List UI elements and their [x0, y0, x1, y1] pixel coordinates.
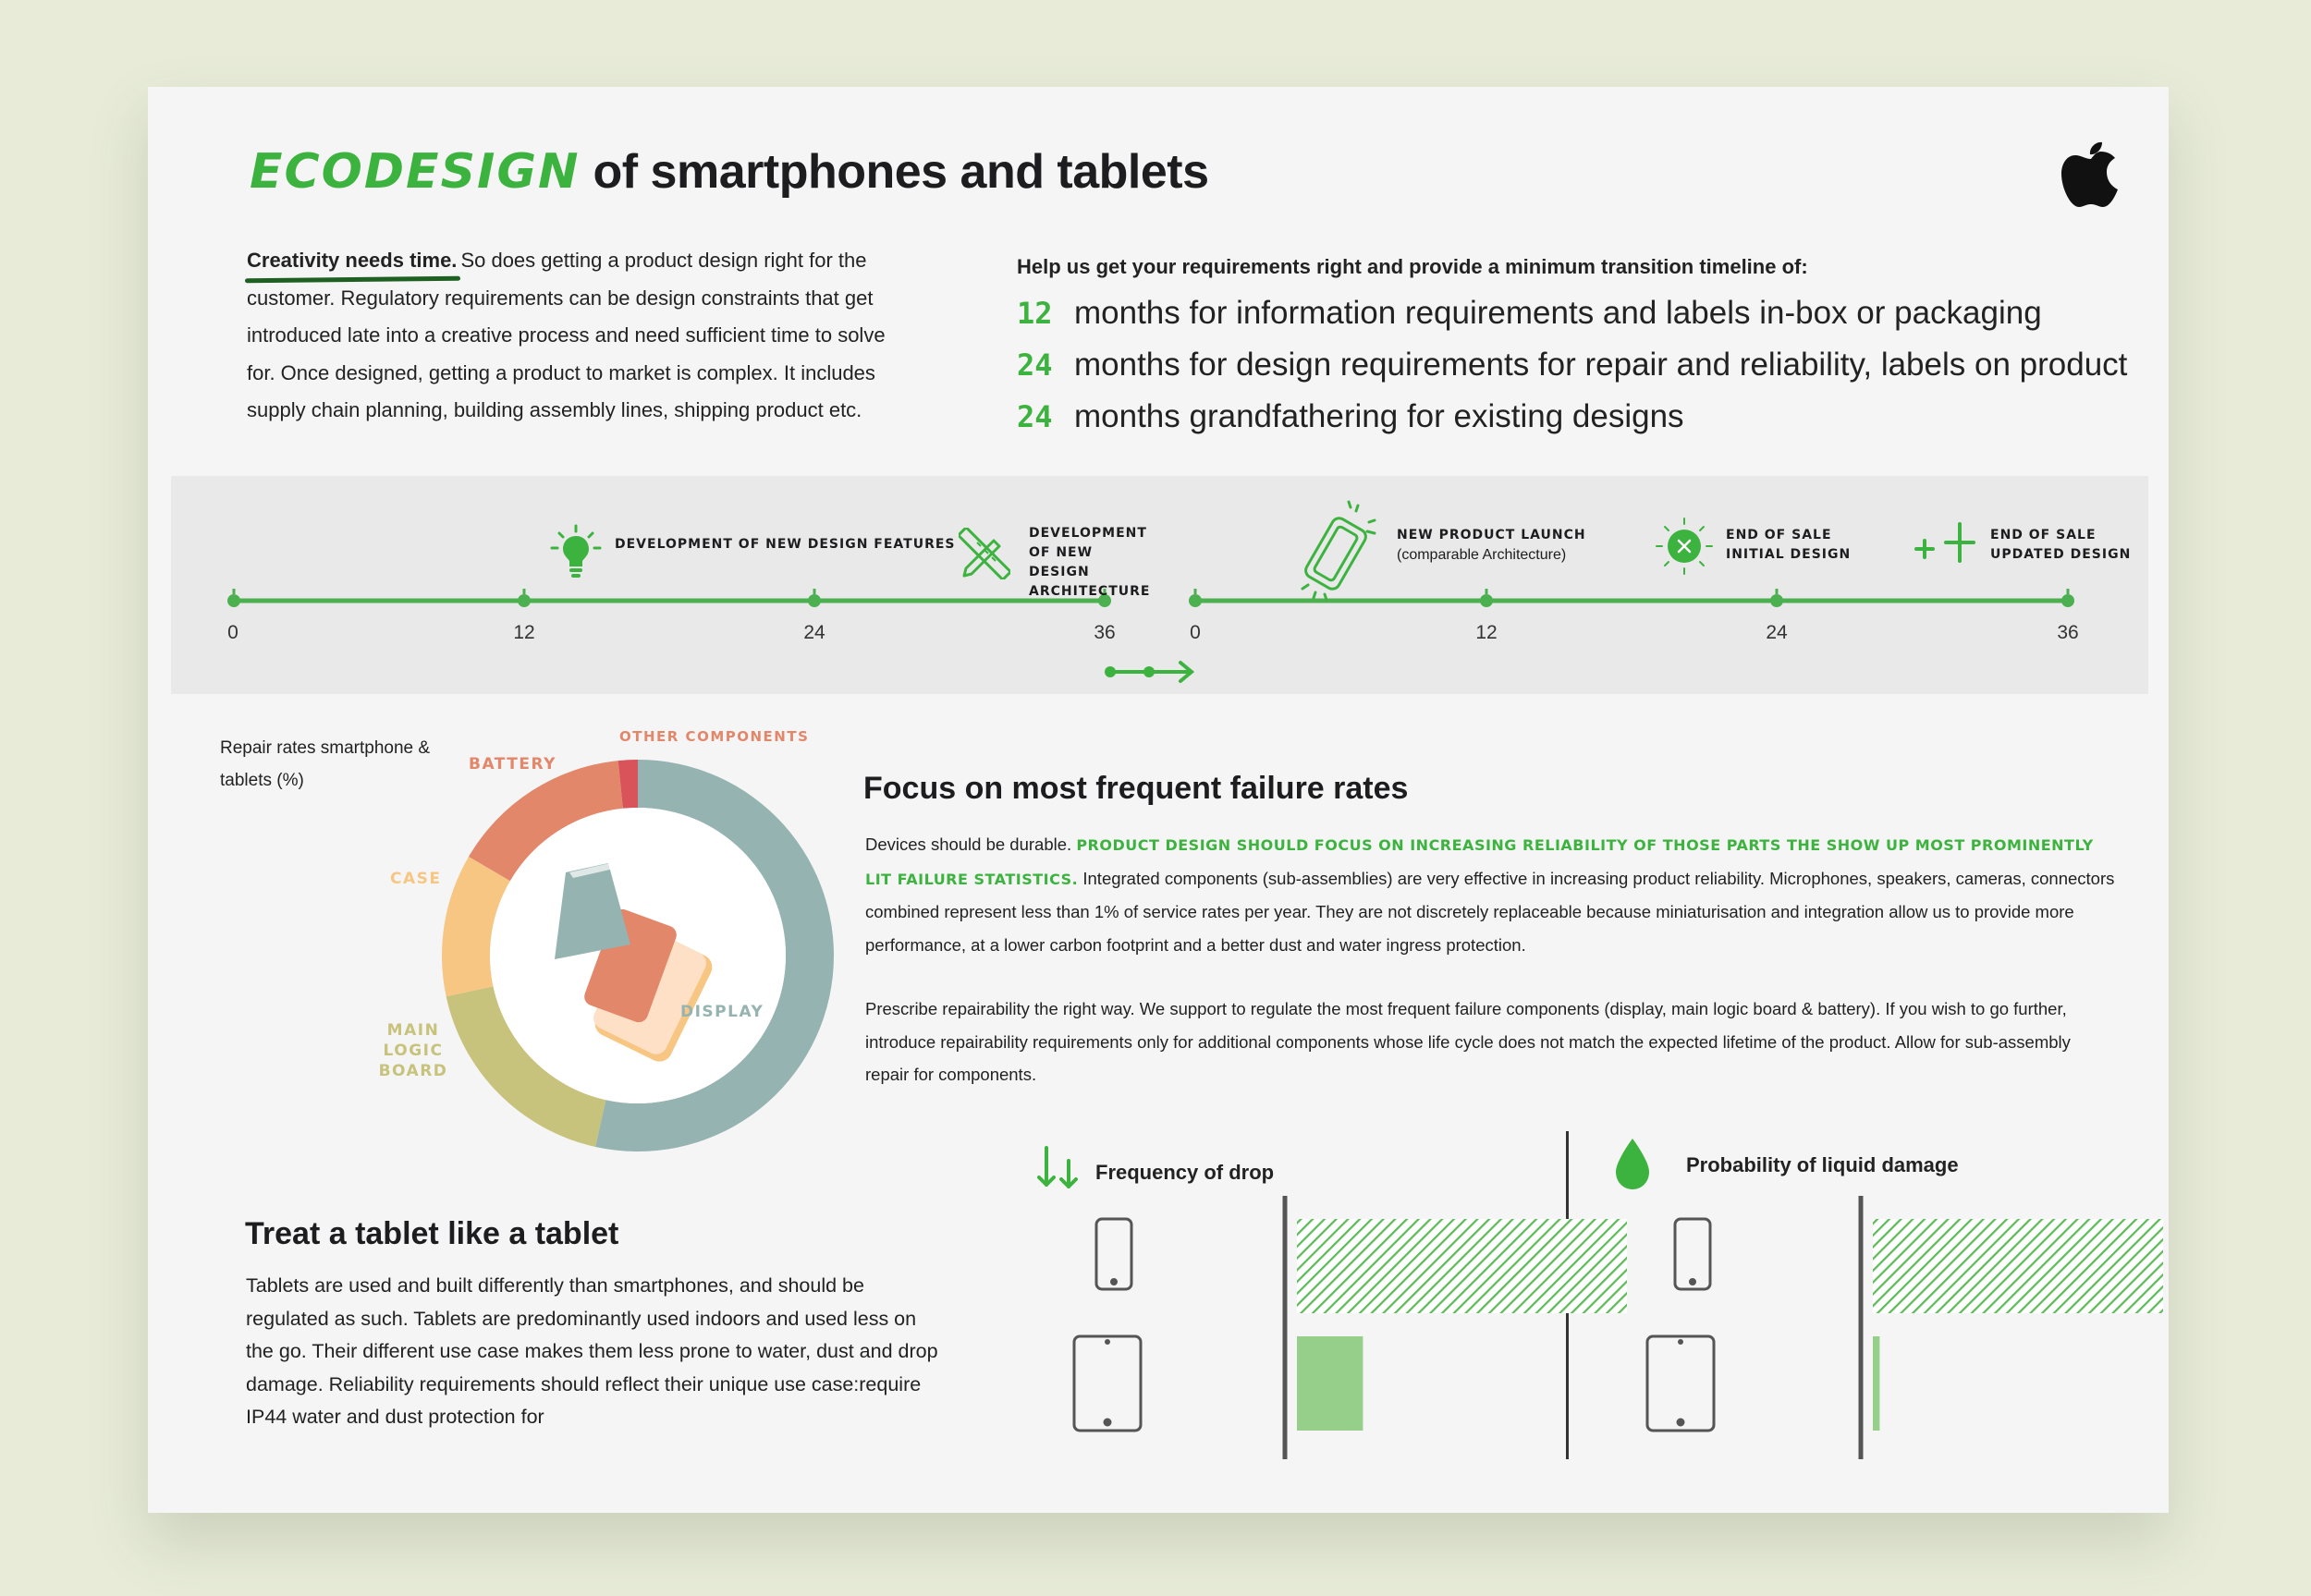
intro-lead: Creativity needs time. — [247, 242, 457, 280]
timeline-tick: 36 — [2057, 622, 2079, 643]
tablet-paragraph: Tablets are used and built differently than smartphones, and should be regulated as such. Tablets are predominantly used indoors and used less on the go. Their different use case makes them less prone to water, dust and drop damage. Reliability requirements should reflect their unique use case:require IP44 water and dust protection for — [246, 1274, 938, 1428]
pencil-ruler-icon — [959, 528, 1010, 579]
water-drop-icon — [1612, 1137, 1653, 1192]
title-rest: of smartphones and tablets — [593, 145, 1209, 199]
focus-p1-highlight: PRODUCT DESIGN SHOULD FOCUS ON INCREASING RELIABILITY OF THOSE PARTS THE SHOW UP MOST PROMINENTLY LIT FAILURE STATISTICS. — [865, 836, 2094, 888]
donut-caption: Repair rates smartphone & tablets (%) — [220, 738, 431, 790]
intro-paragraph — [247, 242, 912, 430]
timeline-tick: 24 — [1766, 622, 1788, 643]
requirement-text: months for design requirements for repair and reliability, labels on product — [1074, 347, 2128, 383]
timeline-tick: 12 — [1475, 622, 1498, 643]
repair-rate-donut-chart — [416, 734, 860, 1177]
timeline-tick: 24 — [803, 622, 825, 643]
milestone-label: DEVELOPMENT OF NEW DESIGN ARCHITECTURE — [1029, 526, 1151, 599]
requirement-months: 12 — [1017, 296, 1053, 331]
donut-label-other: OTHER COMPONENTS — [619, 728, 810, 745]
focus-paragraph-2: Prescribe repairability the right way. We support to regulate the most frequent failure components (display, main logic board & battery). If you wish to go further, introduce repairability requirements only for additional components whose life cycle does not match the expected lifetime of the product. Allow for sub-assembly repair for components. — [865, 999, 2071, 1084]
liquid-bar-tablet — [1873, 1336, 1879, 1431]
timeline-band — [171, 476, 2148, 694]
tablet-icon — [1074, 1336, 1141, 1431]
apple-logo-icon — [2061, 135, 2121, 209]
requirement-months: 24 — [1017, 399, 1053, 434]
page-title — [250, 144, 1209, 200]
milestone-label: DEVELOPMENT OF NEW DESIGN FEATURES — [615, 537, 956, 552]
requirement-text: months grandfathering for existing designs — [1074, 398, 1684, 434]
intro-body: So does getting a product design right for the customer. Regulatory requirements can be design constraints that get introduced late into a creative process and need sufficient time to solve for. Once designed, getting a product to market is complex. It includes supply chain planning, building assembly lines, shipping product etc. — [247, 249, 886, 421]
drop-bar-tablet — [1297, 1336, 1363, 1431]
timeline-tick: 0 — [1190, 622, 1201, 643]
requirements-heading: Help us get your requirements right and provide a minimum transition timeline of: — [1017, 255, 1808, 278]
milestone-label: NEW PRODUCT LAUNCH — [1397, 528, 1586, 542]
drop-chart-title: Frequency of drop — [1095, 1161, 1275, 1184]
donut-label-logic: MAIN LOGIC BOARD — [378, 1021, 448, 1080]
donut-label-battery: BATTERY — [469, 755, 556, 774]
poster-sheet — [148, 87, 2169, 1513]
requirement-item — [1017, 398, 1684, 435]
requirement-text: months for information requirements and labels in-box or packaging — [1074, 295, 2042, 331]
phone-launch-icon — [1290, 496, 1389, 603]
bar-charts — [1017, 1196, 2163, 1473]
requirement-item — [1017, 347, 2127, 384]
liquid-bar-smartphone — [1873, 1219, 2163, 1313]
donut-label-case: CASE — [390, 870, 442, 888]
end-of-sale-x-icon — [1655, 517, 1714, 576]
milestone-label: END OF SALE UPDATED DESIGN — [1990, 528, 2132, 562]
smartphone-icon — [1096, 1219, 1131, 1289]
tablet-icon — [1647, 1336, 1714, 1431]
lightbulb-icon — [550, 524, 602, 581]
requirement-months: 24 — [1017, 347, 1053, 383]
down-arrows-icon — [1033, 1144, 1082, 1192]
donut-label-display: DISPLAY — [680, 1003, 764, 1021]
plus-icon — [1913, 518, 1977, 567]
timeline-tick: 36 — [1094, 622, 1116, 643]
tablet-heading: Treat a tablet like a tablet — [245, 1216, 619, 1251]
milestone-sub: (comparable Architecture) — [1397, 547, 1567, 563]
timeline-tick: 0 — [227, 622, 238, 643]
focus-p1-end: Integrated components (sub-assemblies) are very effective in increasing product reliability. Microphones, speakers, cameras, connectors combined represent less than 1% of service rates per year. They are not discretely replaceable because miniaturisation and integration allow us to provide more performance, at a lower carbon footprint and a better dust and water ingress protection. — [865, 868, 2115, 955]
drop-bar-smartphone — [1297, 1219, 1627, 1313]
liquid-chart-title: Probability of liquid damage — [1686, 1153, 1959, 1176]
title-brand: ECODESIGN — [250, 144, 581, 200]
milestone-label: END OF SALE INITIAL DESIGN — [1726, 528, 1852, 562]
focus-paragraph-1 — [865, 828, 2122, 961]
focus-heading: Focus on most frequent failure rates — [863, 771, 1409, 806]
milestone-launch — [1397, 526, 1586, 565]
smartphone-icon — [1675, 1219, 1710, 1289]
requirement-item — [1017, 295, 2042, 332]
timeline-tick: 12 — [513, 622, 535, 643]
arrow-right-icon — [1103, 657, 1204, 687]
focus-p1-start: Devices should be durable. — [865, 835, 1072, 854]
